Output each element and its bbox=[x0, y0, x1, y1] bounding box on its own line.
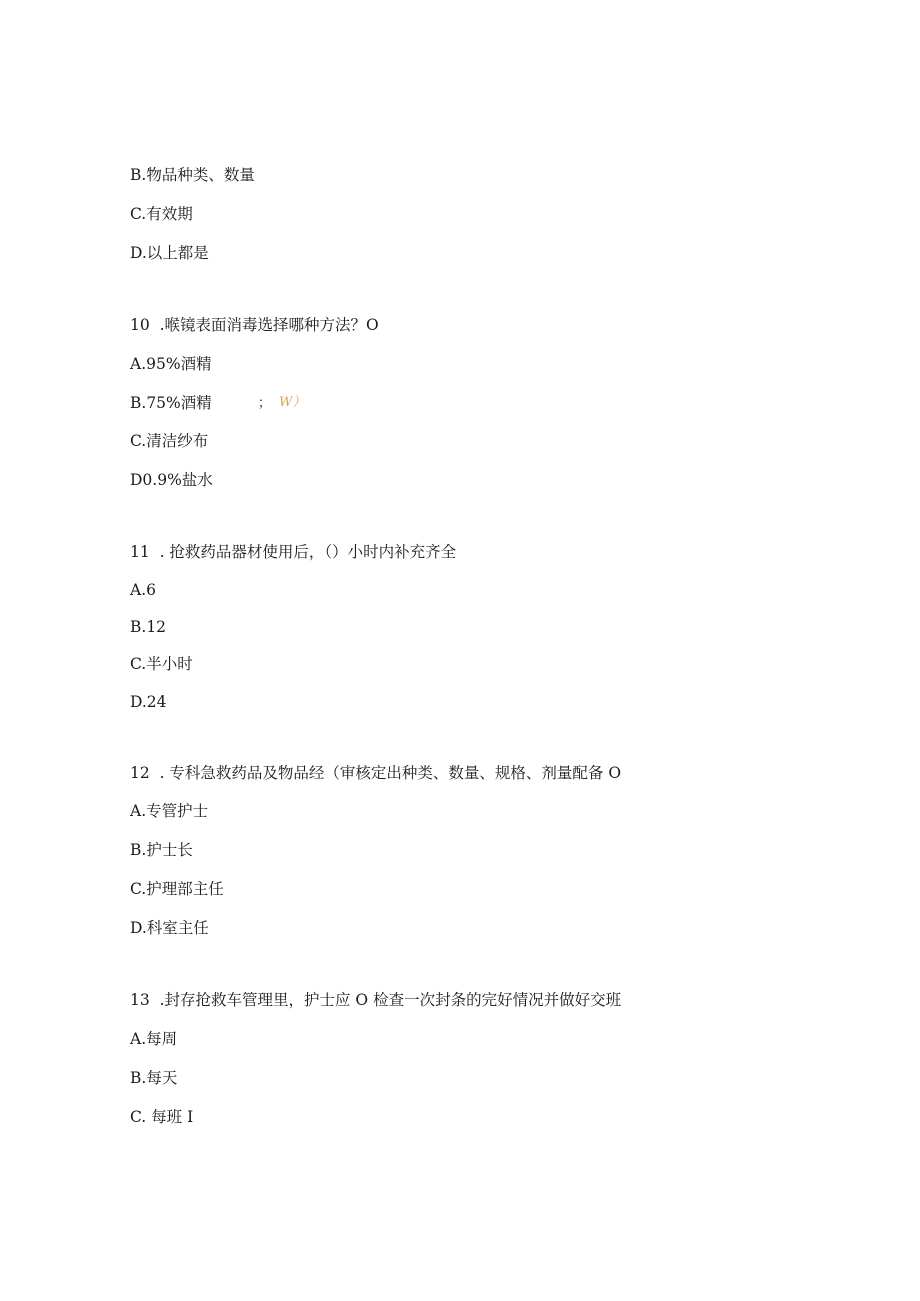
option-10a: A.95%酒精 bbox=[130, 355, 212, 373]
option-10d: D0.9%盐水 bbox=[130, 471, 213, 489]
option-12d: D.科室主任 bbox=[130, 919, 209, 937]
option-12c: C.护理部主任 bbox=[130, 880, 224, 898]
option-13c: C. 每班 I bbox=[130, 1108, 194, 1126]
stray-semicolon: ； bbox=[258, 396, 272, 411]
question-13: 13 .封存抢救车管理里，护士应 O 检查一次封条的完好情况并做好交班 bbox=[130, 991, 622, 1009]
option-10b: B.75%酒精 bbox=[130, 394, 212, 412]
option-9b: B.物品种类、数量 bbox=[130, 166, 255, 184]
question-12: 12 . 专科急救药品及物品经（审核定出种类、数量、规格、剂量配备 O bbox=[130, 764, 622, 782]
option-12a: A.专管护士 bbox=[130, 802, 209, 820]
option-13a: A.每周 bbox=[130, 1030, 178, 1048]
question-11: 11 . 抢救药品器材使用后，（）小时内补充齐全 bbox=[130, 543, 457, 561]
question-10: 10 .喉镜表面消毒选择哪种方法？O bbox=[130, 316, 379, 334]
option-11a: A.6 bbox=[130, 581, 156, 599]
handwritten-mark: W） bbox=[279, 395, 306, 410]
option-13b: B.每天 bbox=[130, 1069, 178, 1087]
option-11b: B.12 bbox=[130, 618, 167, 636]
option-9c: C.有效期 bbox=[130, 205, 193, 223]
option-9d: D.以上都是 bbox=[130, 244, 209, 262]
option-11d: D.24 bbox=[130, 693, 167, 711]
option-12b: B.护士长 bbox=[130, 841, 193, 859]
option-11c: C.半小时 bbox=[130, 655, 193, 673]
option-10c: C.清洁纱布 bbox=[130, 432, 209, 450]
